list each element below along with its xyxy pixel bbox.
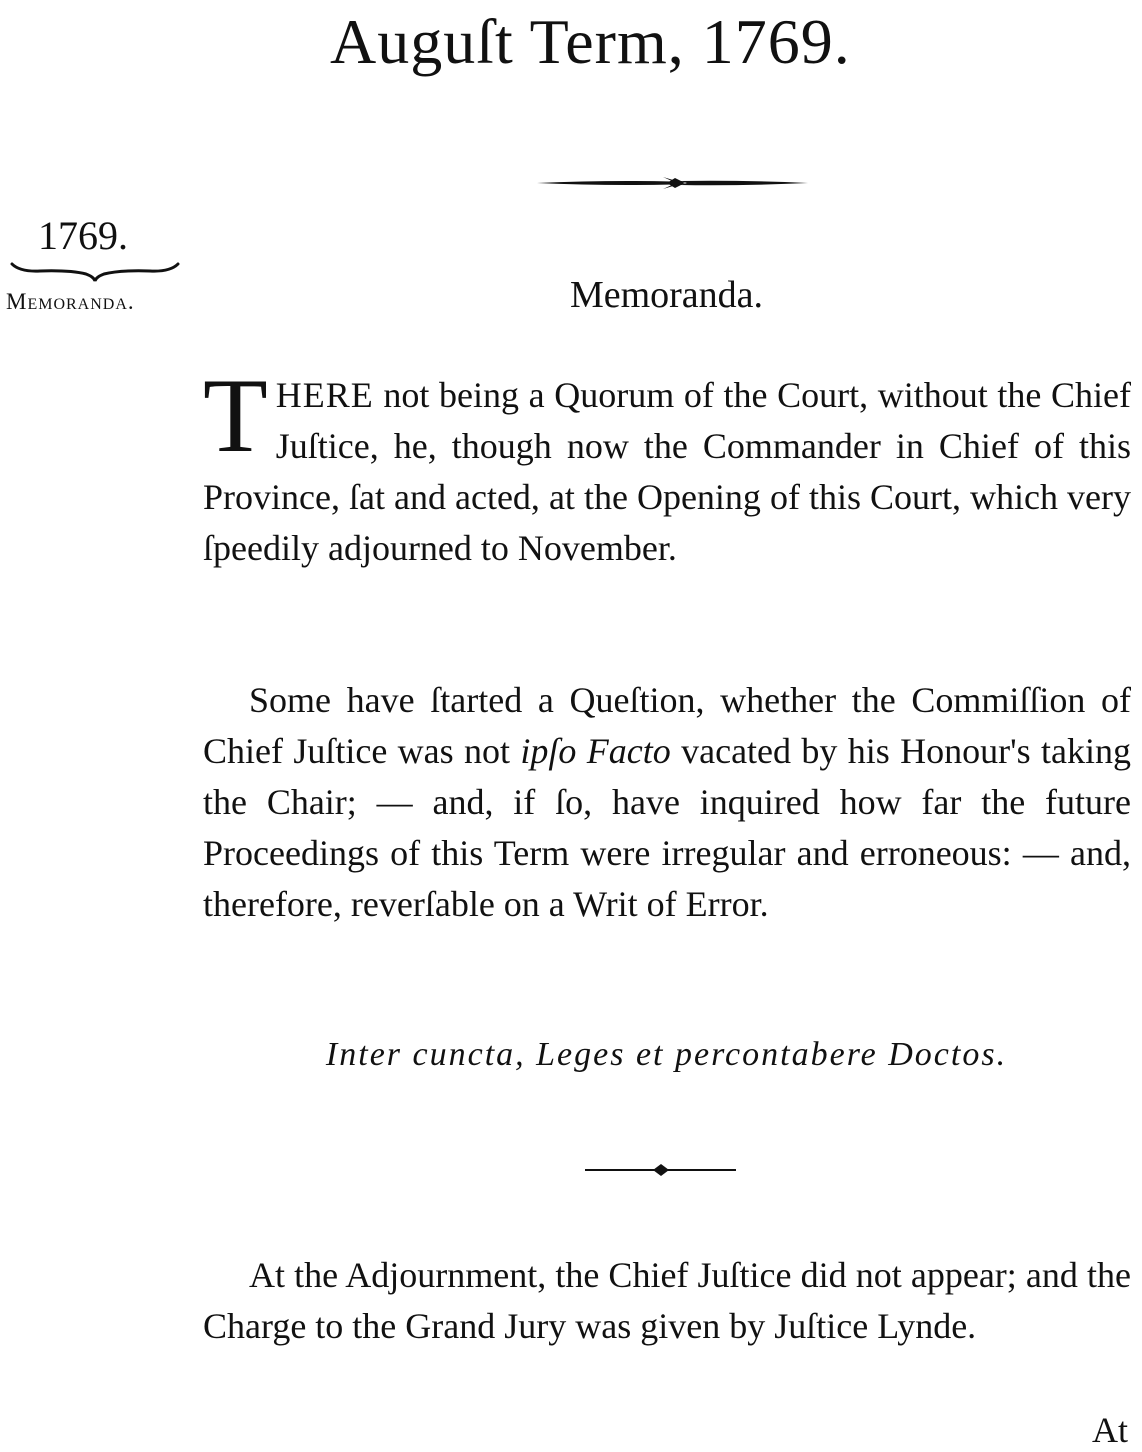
running-head: Auguſt Term, 1769.: [330, 6, 851, 77]
margin-note: Memoranda.: [6, 289, 135, 314]
ornamental-rule-top: [535, 168, 810, 198]
paragraph-1: [203, 357, 1131, 574]
paragraph-2-italic: ipſo Facto: [520, 731, 671, 771]
margin-brace-ornament: [10, 258, 180, 284]
drop-cap: T: [203, 357, 268, 474]
margin-year: 1769.: [38, 213, 128, 258]
catchword: At: [1092, 1410, 1128, 1450]
paragraph-2: [203, 675, 1131, 930]
paragraph-1-text: not being a Quorum of the Court, without the Chief Juſtice, he, though now the Commander in Chief of this Province, ſat and acted, at the Opening of this Court, which very ſpeedily adjourned to November.: [203, 375, 1131, 568]
paragraph-2-after: vacated by his Honour's taking the Chair; — and, if ſo, have inquired how far the future Proceedings of this Term were irregular and erroneous: — and, therefore, reverſable on a Writ of Error.: [203, 731, 1131, 924]
paragraph-1-lead: HERE: [275, 375, 374, 415]
paragraph-3: At the Adjournment, the Chief Juſtice did not appear; and the Charge to the Grand Jury was given by Juſtice Lynde.: [203, 1255, 1131, 1346]
latin-quotation: Inter cuncta, Leges et percontabere Doctos.: [325, 1036, 1008, 1073]
paragraph-2-before: Some have ſtarted a Queſtion, whether the Commiſſion of Chief Juſtice was not: [203, 680, 1131, 771]
ornamental-rule-middle: [583, 1158, 738, 1182]
section-title: Memoranda.: [569, 274, 764, 316]
